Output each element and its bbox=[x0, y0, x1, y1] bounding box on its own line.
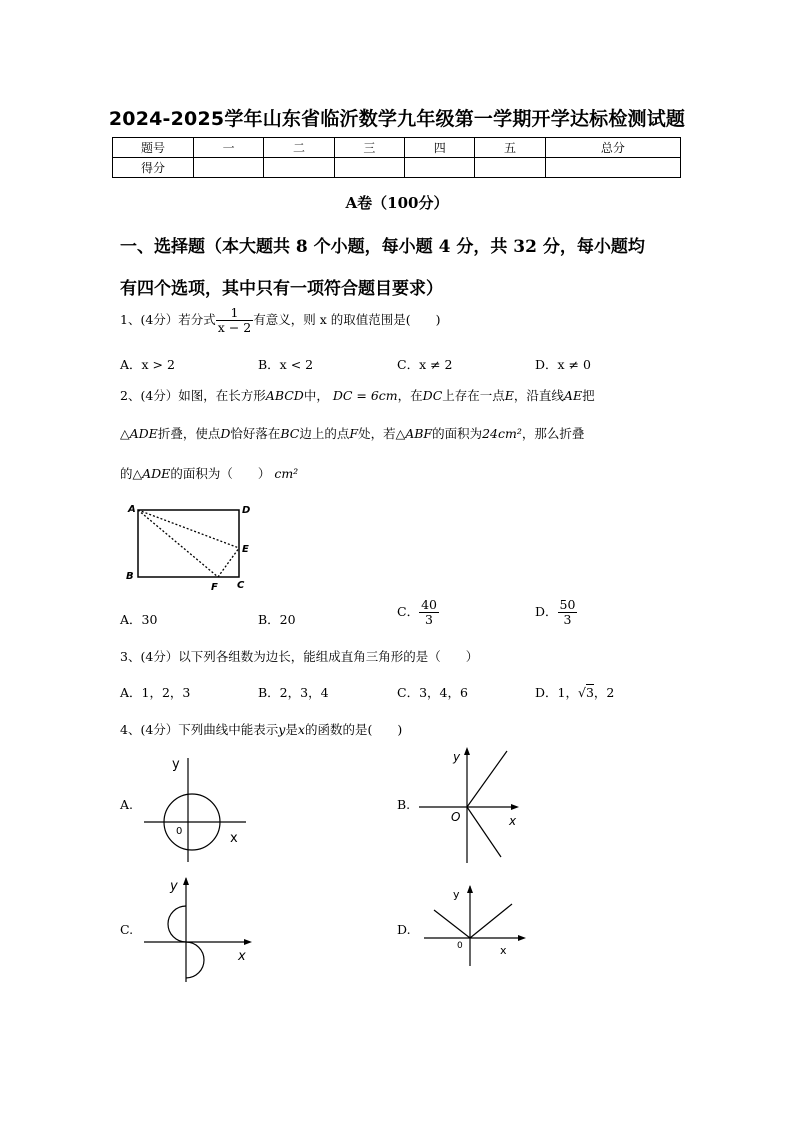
q3-option-c: C．3，4，6 bbox=[397, 685, 468, 700]
sqrt-sign: √ bbox=[577, 685, 586, 700]
fold-line-ae bbox=[138, 510, 239, 548]
q2-text: 恰好落在 bbox=[230, 426, 281, 441]
q1-fraction bbox=[216, 306, 253, 335]
q2-text: ，在 bbox=[397, 388, 423, 403]
q2-line3 bbox=[120, 464, 298, 482]
q4-graph-d bbox=[420, 882, 530, 967]
q3-option-b: B．2，3，4 bbox=[258, 685, 329, 700]
q1-option-c: C．x ≠ 2 bbox=[397, 357, 453, 372]
q2-option-c-fraction bbox=[419, 598, 439, 627]
x-label: x bbox=[500, 944, 507, 957]
q2-text: 把 bbox=[582, 388, 595, 403]
segment-af bbox=[138, 510, 218, 577]
y-axis-arrow bbox=[464, 747, 470, 755]
q2-var: E bbox=[504, 388, 514, 403]
q2-line2 bbox=[120, 424, 584, 442]
q2-option-b: B．20 bbox=[258, 612, 296, 627]
q2-var: AE bbox=[563, 388, 583, 403]
question-4 bbox=[120, 720, 402, 738]
q2-option-d-fraction bbox=[558, 598, 578, 627]
q1-option-b: B．x < 2 bbox=[258, 357, 314, 372]
y-label: y bbox=[453, 888, 460, 901]
q3-option-d-label: D．1， bbox=[535, 685, 578, 700]
label-c: C bbox=[237, 580, 245, 591]
label-b: B bbox=[126, 571, 134, 582]
q2-text: △ bbox=[120, 426, 130, 441]
q4-text: 的函数的是( ) bbox=[304, 722, 403, 737]
q4-var: y bbox=[278, 722, 286, 737]
q4-var: x bbox=[297, 722, 305, 737]
q4-text: 是 bbox=[285, 722, 298, 737]
q2-text: 的面积为（ ） bbox=[170, 466, 271, 481]
score-table bbox=[112, 137, 681, 178]
x-label: x bbox=[230, 831, 238, 846]
q2-var: ABF bbox=[405, 426, 433, 441]
q2-var: ADE bbox=[142, 466, 171, 481]
q3-option-d bbox=[535, 683, 614, 701]
q2-option-d bbox=[535, 598, 577, 627]
q1-option-a: A．x > 2 bbox=[120, 357, 175, 372]
y-label: y bbox=[453, 750, 461, 764]
origin-label: 0 bbox=[457, 941, 463, 951]
x-axis-arrow bbox=[244, 939, 252, 945]
q4-option-d-label: D. bbox=[397, 922, 411, 937]
section-title: A卷（100分） bbox=[345, 194, 449, 212]
q2-text: 折叠，使点 bbox=[157, 426, 221, 441]
q4-option-a-label: A. bbox=[120, 797, 134, 812]
ray-down bbox=[467, 807, 501, 857]
score-cell bbox=[405, 158, 475, 178]
part-heading-line1: 一、选择题（本大题共 8 个小题，每小题 4 分，共 32 分，每小题均 bbox=[120, 237, 645, 257]
score-cell bbox=[545, 158, 680, 178]
q2-text: ，那么折叠 bbox=[521, 426, 585, 441]
origin-label: O bbox=[451, 810, 461, 824]
label-f: F bbox=[211, 582, 218, 593]
q2-var: F bbox=[349, 426, 359, 441]
x-axis-arrow bbox=[518, 935, 526, 941]
frac-den: 3 bbox=[563, 611, 572, 627]
q1-prefix: 1、(4分）若分式 bbox=[120, 311, 216, 327]
score-header-cell: 二 bbox=[264, 138, 334, 158]
q1-suffix: 有意义，则 x 的取值范围是( ) bbox=[253, 311, 441, 327]
q2-var: cm² bbox=[274, 466, 299, 481]
q2-var: DC bbox=[422, 388, 443, 403]
x-axis-arrow bbox=[511, 804, 519, 810]
page-title: 2024-2025学年山东省临沂数学九年级第一学期开学达标检测试题 bbox=[108, 108, 686, 130]
q1-option-d: D．x ≠ 0 bbox=[535, 357, 591, 372]
q1-frac-den: x − 2 bbox=[217, 319, 252, 335]
q2-var: DC = 6cm bbox=[332, 388, 398, 403]
q2-text: 的面积为 bbox=[432, 426, 483, 441]
q3-option-d-tail: ，2 bbox=[593, 685, 615, 700]
q2-var: D bbox=[220, 426, 231, 441]
q4-text: 4、(4分）下列曲线中能表示 bbox=[120, 722, 279, 737]
q4-graph-b bbox=[415, 745, 530, 865]
q2-text: 的△ bbox=[120, 466, 143, 481]
score-header-cell: 一 bbox=[194, 138, 264, 158]
score-header-cell: 五 bbox=[475, 138, 545, 158]
q2-option-d-label: D． bbox=[535, 603, 558, 619]
q4-graph-a bbox=[140, 750, 260, 865]
y-axis-arrow bbox=[467, 885, 473, 893]
score-header-cell: 四 bbox=[405, 138, 475, 158]
q2-text: 上存在一点 bbox=[442, 388, 505, 403]
score-header-cell: 总分 bbox=[545, 138, 680, 158]
q2-line1 bbox=[120, 386, 595, 404]
segment-fe bbox=[218, 548, 239, 577]
q2-var: ABCD bbox=[265, 388, 304, 403]
q2-option-a: A．30 bbox=[120, 612, 158, 627]
label-e: E bbox=[242, 544, 249, 555]
frac-num: 40 bbox=[421, 597, 437, 612]
score-row-label: 得分 bbox=[113, 158, 194, 178]
q2-option-c bbox=[397, 598, 439, 627]
left-ray bbox=[434, 910, 470, 938]
upper-semicircle bbox=[168, 906, 186, 942]
q2-var: ADE bbox=[129, 426, 158, 441]
q4-option-b-label: B. bbox=[397, 797, 411, 812]
question-1 bbox=[120, 306, 441, 335]
right-ray bbox=[470, 904, 512, 938]
lower-semicircle bbox=[186, 942, 204, 978]
score-cell bbox=[334, 158, 404, 178]
x-label: x bbox=[238, 949, 246, 964]
y-label: y bbox=[172, 757, 180, 772]
q2-text: ，沿直线 bbox=[513, 388, 564, 403]
score-table-score-row bbox=[113, 158, 681, 178]
sqrt-radicand: 3 bbox=[585, 685, 594, 700]
label-d: D bbox=[242, 505, 251, 516]
q2-text: 边上的点 bbox=[299, 426, 350, 441]
q1-frac-num: 1 bbox=[216, 306, 253, 321]
question-3: 3、(4分）以下列各组数为边长，能组成直角三角形的是（ ） bbox=[120, 649, 479, 664]
ray-up bbox=[467, 751, 507, 807]
q4-graph-c bbox=[140, 872, 260, 984]
score-header-cell: 题号 bbox=[113, 138, 194, 158]
y-axis-arrow bbox=[183, 877, 189, 885]
score-cell bbox=[264, 158, 334, 178]
frac-num: 50 bbox=[559, 597, 576, 612]
score-header-cell: 三 bbox=[334, 138, 404, 158]
rectangle-abcd bbox=[138, 510, 239, 577]
q4-option-c-label: C. bbox=[120, 922, 134, 937]
q2-text: 2、(4分）如图，在长方形 bbox=[120, 388, 266, 403]
y-label: y bbox=[170, 879, 178, 894]
x-label: x bbox=[509, 814, 517, 828]
q2-text: 处，若△ bbox=[358, 426, 406, 441]
score-table-header-row bbox=[113, 138, 681, 158]
q2-option-c-label: C． bbox=[397, 603, 420, 619]
q2-var: BC bbox=[280, 426, 300, 441]
origin-label: 0 bbox=[176, 826, 183, 837]
score-cell bbox=[194, 158, 264, 178]
score-cell bbox=[475, 158, 545, 178]
part-heading-line2: 有四个选项，其中只有一项符合题目要求） bbox=[120, 279, 443, 299]
frac-den: 3 bbox=[425, 611, 433, 627]
q2-rectangle-figure bbox=[118, 500, 258, 595]
q3-option-a: A．1，2，3 bbox=[120, 685, 191, 700]
q2-text: 中， bbox=[303, 388, 329, 403]
label-a: A bbox=[128, 504, 136, 515]
q2-var: 24cm² bbox=[482, 426, 522, 441]
